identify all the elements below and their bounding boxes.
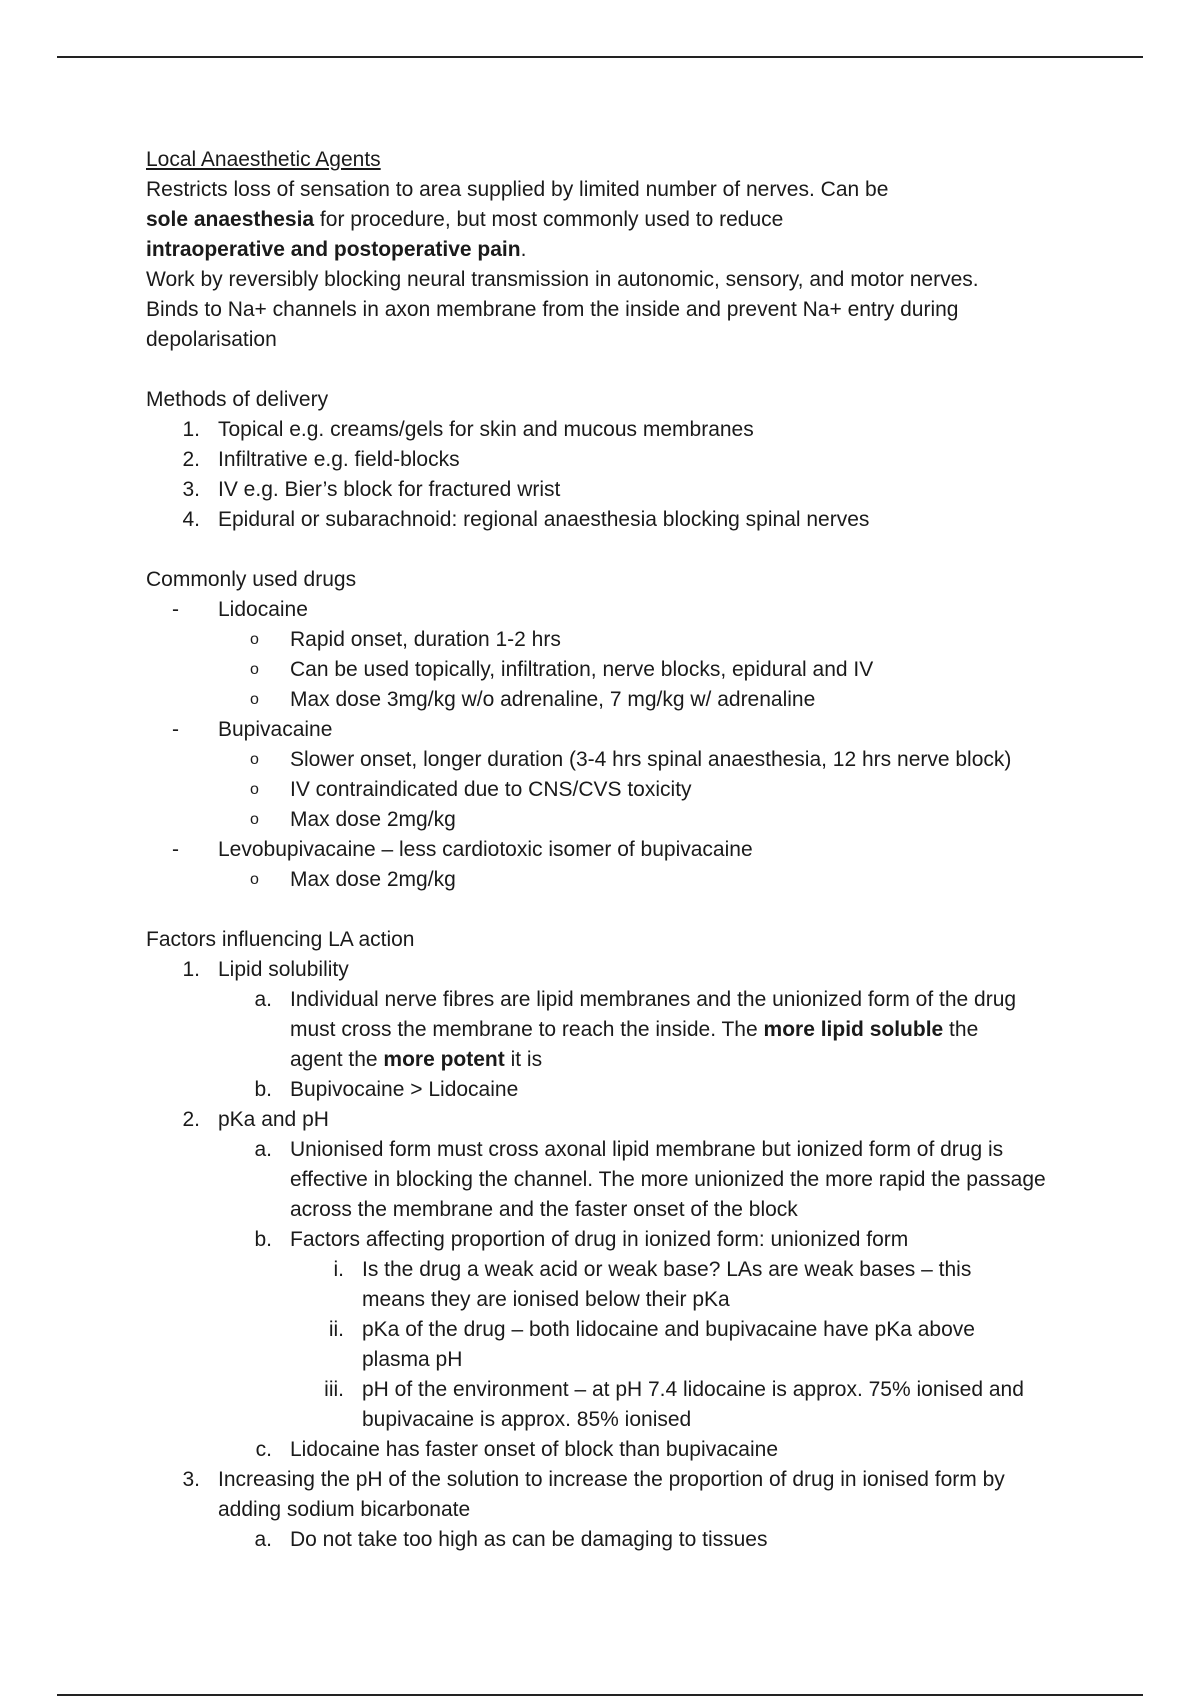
- factors-list: [146, 955, 1066, 1555]
- list-item: 1. Topical e.g. creams/gels for skin and mucous membranes: [182, 418, 754, 441]
- drug-point: o Slower onset, longer duration (3-4 hrs spinal anaesthesia, 12 hrs nerve block): [250, 748, 1012, 771]
- factor-lipid-solubility: 1. Lipid solubility: [182, 958, 349, 981]
- factor-pka-ph: 2. pKa and pH: [182, 1108, 329, 1131]
- drug-point: o IV contraindicated due to CNS/CVS toxicity: [250, 778, 692, 801]
- intro-paragraph: Restricts loss of sensation to area supplied by limited number of nerves. Can be sole anaesthesia for procedure, but most commonly used to reduce intraoperative and postoperative pain.: [146, 178, 889, 261]
- drug-point: o Max dose 3mg/kg w/o adrenaline, 7 mg/kg w/ adrenaline: [250, 688, 816, 711]
- sub-sub-item: i. Is the drug a weak acid or weak base? LAs are weak bases – this means they are ionised below their pKa: [333, 1258, 972, 1311]
- top-rule: [57, 56, 1143, 58]
- drug-point: o Max dose 2mg/kg: [250, 808, 456, 831]
- bottom-rule: [57, 1694, 1143, 1696]
- sub-item: b. Bupivocaine > Lidocaine: [254, 1078, 519, 1101]
- sub-item: a. Do not take too high as can be damaging to tissues: [254, 1528, 768, 1551]
- sub-item: b. Factors affecting proportion of drug in ionized form: unionized form: [254, 1228, 909, 1251]
- factor-ph-solution: 3. Increasing the pH of the solution to increase the proportion of drug in ionised form by adding sodium bicarbonate: [182, 1468, 1005, 1521]
- sub-item: a. Unionised form must cross axonal lipid membrane but ionized form of drug is effective in blocking the channel. The more unionized the more rapid the passage across the membrane and the faster onset of the block: [254, 1138, 1046, 1221]
- document-body: [146, 145, 1066, 1555]
- drug-lidocaine: - Lidocaine: [172, 598, 308, 621]
- sub-sub-item: ii. pKa of the drug – both lidocaine and bupivacaine have pKa above plasma pH: [328, 1318, 975, 1371]
- page-title: Local Anaesthetic Agents: [146, 148, 381, 171]
- factors-heading: Factors influencing LA action: [146, 928, 415, 951]
- list-item: 3. IV e.g. Bier’s block for fractured wrist: [182, 478, 561, 501]
- list-item: 4. Epidural or subarachnoid: regional anaesthesia blocking spinal nerves: [182, 508, 870, 531]
- delivery-list: [146, 415, 1066, 535]
- sub-item: c. Lidocaine has faster onset of block than bupivacaine: [255, 1438, 778, 1461]
- drug-point: o Rapid onset, duration 1-2 hrs: [250, 628, 561, 651]
- delivery-heading: Methods of delivery: [146, 388, 329, 411]
- drug-point: o Max dose 2mg/kg: [250, 868, 456, 891]
- drug-levobupivacaine: - Levobupivacaine – less cardiotoxic isomer of bupivacaine: [172, 838, 753, 861]
- sub-item: a. Individual nerve fibres are lipid membranes and the unionized form of the drug must cross the membrane to reach the inside. The more lipid soluble the agent the more potent it is: [254, 988, 1017, 1071]
- drug-bupivacaine: - Bupivacaine: [172, 718, 333, 741]
- drug-point: o Can be used topically, infiltration, nerve blocks, epidural and IV: [250, 658, 874, 681]
- drugs-list: [146, 595, 1066, 895]
- list-item: 2. Infiltrative e.g. field-blocks: [182, 448, 460, 471]
- sub-sub-item: iii. pH of the environment – at pH 7.4 lidocaine is approx. 75% ionised and bupivacaine is approx. 85% ionised: [324, 1378, 1024, 1431]
- mechanism-paragraph: Work by reversibly blocking neural transmission in autonomic, sensory, and motor nerves. Binds to Na+ channels in axon membrane from the inside and prevent Na+ entry during depolarisation: [146, 268, 979, 351]
- drugs-heading: Commonly used drugs: [146, 568, 357, 591]
